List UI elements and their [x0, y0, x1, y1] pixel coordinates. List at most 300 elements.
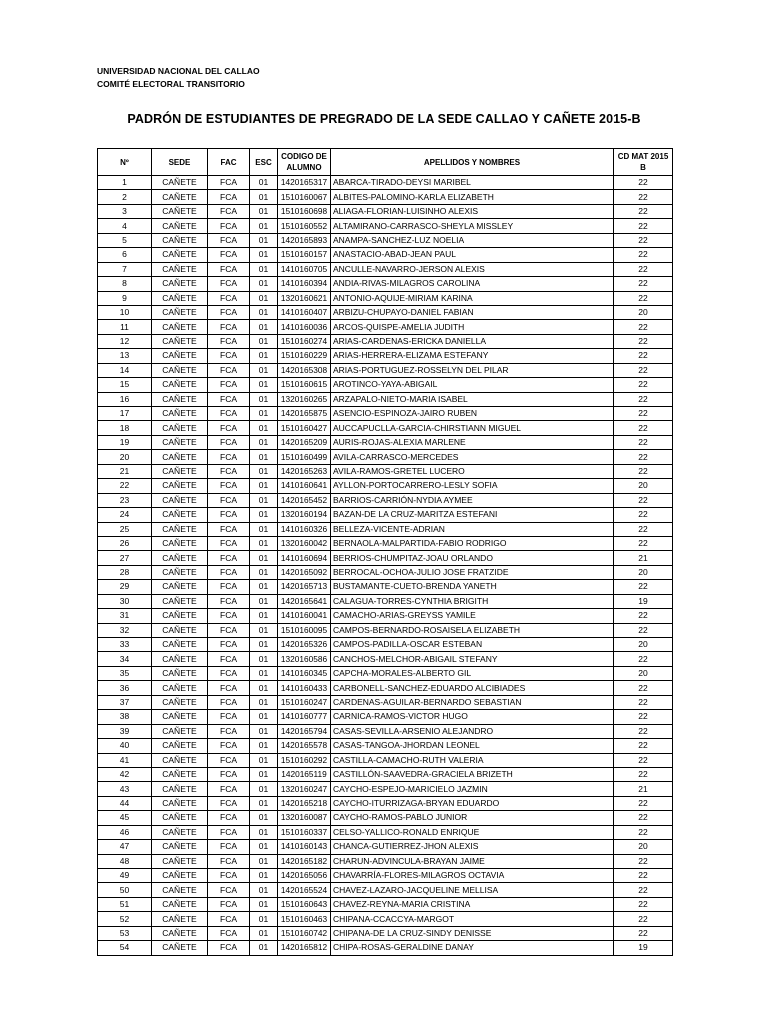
- cell-sede: CAÑETE: [152, 724, 208, 738]
- cell-esc: 01: [250, 176, 278, 190]
- table-row: [98, 233, 673, 247]
- table-row: [98, 493, 673, 507]
- cell-codigo: 1410160345: [278, 666, 331, 680]
- table-row: [98, 912, 673, 926]
- cell-fac: FCA: [208, 320, 250, 334]
- cell-esc: 01: [250, 941, 278, 955]
- cell-codigo: 1320160087: [278, 811, 331, 825]
- cell-cdmat: 22: [614, 435, 673, 449]
- cell-codigo: 1410160705: [278, 262, 331, 276]
- cell-number: 32: [98, 623, 152, 637]
- cell-cdmat: 22: [614, 897, 673, 911]
- cell-cdmat: 22: [614, 825, 673, 839]
- cell-number: 9: [98, 291, 152, 305]
- cell-cdmat: 22: [614, 854, 673, 868]
- col-header-esc: ESC: [250, 149, 278, 176]
- cell-esc: 01: [250, 565, 278, 579]
- cell-number: 43: [98, 782, 152, 796]
- cell-esc: 01: [250, 233, 278, 247]
- cell-esc: 01: [250, 190, 278, 204]
- cell-number: 20: [98, 450, 152, 464]
- cell-number: 31: [98, 609, 152, 623]
- cell-sede: CAÑETE: [152, 291, 208, 305]
- cell-nombres: CAYCHO-ESPEJO-MARICIELO JAZMIN: [331, 782, 614, 796]
- cell-cdmat: 20: [614, 305, 673, 319]
- cell-number: 25: [98, 522, 152, 536]
- cell-cdmat: 20: [614, 479, 673, 493]
- cell-nombres: CASTILLÓN-SAAVEDRA-GRACIELA BRIZETH: [331, 767, 614, 781]
- cell-sede: CAÑETE: [152, 349, 208, 363]
- cell-cdmat: 22: [614, 811, 673, 825]
- cell-codigo: 1420165056: [278, 869, 331, 883]
- cell-nombres: ANASTACIO-ABAD-JEAN PAUL: [331, 248, 614, 262]
- cell-esc: 01: [250, 739, 278, 753]
- cell-number: 38: [98, 710, 152, 724]
- cell-esc: 01: [250, 479, 278, 493]
- table-row: [98, 565, 673, 579]
- cell-sede: CAÑETE: [152, 926, 208, 940]
- cell-fac: FCA: [208, 811, 250, 825]
- cell-codigo: 1510160698: [278, 204, 331, 218]
- cell-nombres: CASAS-SEVILLA-ARSENIO ALEJANDRO: [331, 724, 614, 738]
- cell-number: 8: [98, 277, 152, 291]
- cell-codigo: 1410160036: [278, 320, 331, 334]
- table-row: [98, 219, 673, 233]
- table-row: [98, 248, 673, 262]
- cell-nombres: BAZAN-DE LA CRUZ-MARITZA ESTEFANI: [331, 508, 614, 522]
- table-row: [98, 204, 673, 218]
- cell-cdmat: 22: [614, 190, 673, 204]
- cell-sede: CAÑETE: [152, 565, 208, 579]
- cell-codigo: 1410160394: [278, 277, 331, 291]
- cell-number: 36: [98, 681, 152, 695]
- cell-fac: FCA: [208, 565, 250, 579]
- cell-fac: FCA: [208, 710, 250, 724]
- cell-nombres: CHARUN-ADVINCULA-BRAYAN JAIME: [331, 854, 614, 868]
- cell-nombres: BERRIOS-CHUMPITAZ-JOAU ORLANDO: [331, 551, 614, 565]
- cell-codigo: 1510160247: [278, 695, 331, 709]
- cell-sede: CAÑETE: [152, 594, 208, 608]
- cell-esc: 01: [250, 666, 278, 680]
- table-row: [98, 811, 673, 825]
- cell-sede: CAÑETE: [152, 666, 208, 680]
- cell-cdmat: 22: [614, 392, 673, 406]
- cell-codigo: 1320160194: [278, 508, 331, 522]
- cell-nombres: BUSTAMANTE-CUETO-BRENDA YANETH: [331, 580, 614, 594]
- cell-sede: CAÑETE: [152, 176, 208, 190]
- cell-fac: FCA: [208, 536, 250, 550]
- table-row: [98, 305, 673, 319]
- cell-codigo: 1420165794: [278, 724, 331, 738]
- table-row: [98, 407, 673, 421]
- cell-sede: CAÑETE: [152, 811, 208, 825]
- table-row: [98, 926, 673, 940]
- cell-codigo: 1420165209: [278, 435, 331, 449]
- cell-fac: FCA: [208, 479, 250, 493]
- cell-sede: CAÑETE: [152, 767, 208, 781]
- cell-cdmat: 22: [614, 349, 673, 363]
- cell-number: 49: [98, 869, 152, 883]
- cell-esc: 01: [250, 464, 278, 478]
- table-row: [98, 464, 673, 478]
- cell-fac: FCA: [208, 233, 250, 247]
- cell-number: 39: [98, 724, 152, 738]
- cell-sede: CAÑETE: [152, 796, 208, 810]
- cell-number: 53: [98, 926, 152, 940]
- cell-fac: FCA: [208, 421, 250, 435]
- cell-cdmat: 20: [614, 666, 673, 680]
- cell-sede: CAÑETE: [152, 378, 208, 392]
- cell-nombres: CHIPA-ROSAS-GERALDINE DANAY: [331, 941, 614, 955]
- cell-number: 47: [98, 840, 152, 854]
- cell-number: 52: [98, 912, 152, 926]
- cell-codigo: 1510160157: [278, 248, 331, 262]
- cell-fac: FCA: [208, 349, 250, 363]
- cell-codigo: 1420165218: [278, 796, 331, 810]
- cell-number: 14: [98, 363, 152, 377]
- cell-codigo: 1420165119: [278, 767, 331, 781]
- cell-cdmat: 22: [614, 724, 673, 738]
- cell-fac: FCA: [208, 623, 250, 637]
- table-row: [98, 666, 673, 680]
- cell-cdmat: 22: [614, 363, 673, 377]
- cell-esc: 01: [250, 710, 278, 724]
- cell-sede: CAÑETE: [152, 363, 208, 377]
- cell-esc: 01: [250, 248, 278, 262]
- cell-sede: CAÑETE: [152, 609, 208, 623]
- cell-codigo: 1510160463: [278, 912, 331, 926]
- cell-cdmat: 22: [614, 926, 673, 940]
- cell-codigo: 1320160042: [278, 536, 331, 550]
- cell-esc: 01: [250, 363, 278, 377]
- cell-nombres: ALIAGA-FLORIAN-LUISINHO ALEXIS: [331, 204, 614, 218]
- cell-nombres: ANTONIO-AQUIJE-MIRIAM KARINA: [331, 291, 614, 305]
- table-row: [98, 551, 673, 565]
- table-row: [98, 262, 673, 276]
- cell-codigo: 1510160742: [278, 926, 331, 940]
- cell-number: 28: [98, 565, 152, 579]
- cell-nombres: ARZAPALO-NIETO-MARIA ISABEL: [331, 392, 614, 406]
- cell-nombres: CAPCHA-MORALES-ALBERTO GIL: [331, 666, 614, 680]
- cell-cdmat: 20: [614, 638, 673, 652]
- table-row: [98, 435, 673, 449]
- cell-esc: 01: [250, 320, 278, 334]
- cell-sede: CAÑETE: [152, 464, 208, 478]
- cell-nombres: BARRIOS-CARRIÓN-NYDIA AYMEE: [331, 493, 614, 507]
- cell-number: 2: [98, 190, 152, 204]
- cell-fac: FCA: [208, 551, 250, 565]
- table-row: [98, 638, 673, 652]
- cell-nombres: AVILA-RAMOS-GRETEL LUCERO: [331, 464, 614, 478]
- cell-sede: CAÑETE: [152, 204, 208, 218]
- table-row: [98, 782, 673, 796]
- cell-codigo: 1420165182: [278, 854, 331, 868]
- cell-number: 29: [98, 580, 152, 594]
- col-header-fac: FAC: [208, 149, 250, 176]
- cell-fac: FCA: [208, 638, 250, 652]
- cell-fac: FCA: [208, 739, 250, 753]
- table-row: [98, 176, 673, 190]
- cell-number: 11: [98, 320, 152, 334]
- cell-number: 16: [98, 392, 152, 406]
- cell-esc: 01: [250, 493, 278, 507]
- cell-codigo: 1410160433: [278, 681, 331, 695]
- cell-cdmat: 22: [614, 623, 673, 637]
- cell-sede: CAÑETE: [152, 421, 208, 435]
- cell-cdmat: 22: [614, 883, 673, 897]
- cell-fac: FCA: [208, 522, 250, 536]
- table-row: [98, 277, 673, 291]
- table-row: [98, 840, 673, 854]
- cell-codigo: 1510160615: [278, 378, 331, 392]
- cell-nombres: CHIPANA-DE LA CRUZ-SINDY DENISSE: [331, 926, 614, 940]
- table-row: [98, 941, 673, 955]
- cell-fac: FCA: [208, 580, 250, 594]
- cell-codigo: 1510160274: [278, 334, 331, 348]
- cell-cdmat: 22: [614, 522, 673, 536]
- table-row: [98, 897, 673, 911]
- cell-esc: 01: [250, 334, 278, 348]
- cell-number: 23: [98, 493, 152, 507]
- cell-esc: 01: [250, 869, 278, 883]
- cell-fac: FCA: [208, 176, 250, 190]
- cell-esc: 01: [250, 897, 278, 911]
- cell-sede: CAÑETE: [152, 450, 208, 464]
- cell-codigo: 1410160143: [278, 840, 331, 854]
- cell-fac: FCA: [208, 724, 250, 738]
- cell-number: 13: [98, 349, 152, 363]
- cell-codigo: 1420165092: [278, 565, 331, 579]
- cell-codigo: 1510160067: [278, 190, 331, 204]
- cell-number: 34: [98, 652, 152, 666]
- cell-sede: CAÑETE: [152, 941, 208, 955]
- cell-codigo: 1420165326: [278, 638, 331, 652]
- table-row: [98, 825, 673, 839]
- cell-fac: FCA: [208, 652, 250, 666]
- cell-nombres: ARCOS-QUISPE-AMELIA JUDITH: [331, 320, 614, 334]
- cell-number: 1: [98, 176, 152, 190]
- cell-fac: FCA: [208, 334, 250, 348]
- cell-cdmat: 22: [614, 378, 673, 392]
- table-row: [98, 767, 673, 781]
- cell-fac: FCA: [208, 941, 250, 955]
- cell-esc: 01: [250, 277, 278, 291]
- table-row: [98, 854, 673, 868]
- cell-nombres: CHANCA-GUTIERREZ-JHON ALEXIS: [331, 840, 614, 854]
- cell-nombres: AURIS-ROJAS-ALEXIA MARLENE: [331, 435, 614, 449]
- cell-esc: 01: [250, 695, 278, 709]
- cell-fac: FCA: [208, 666, 250, 680]
- table-row: [98, 869, 673, 883]
- document-title: PADRÓN DE ESTUDIANTES DE PREGRADO DE LA SEDE CALLAO Y CAÑETE 2015-B: [127, 112, 641, 126]
- cell-codigo: 1510160292: [278, 753, 331, 767]
- cell-codigo: 1420165641: [278, 594, 331, 608]
- cell-fac: FCA: [208, 392, 250, 406]
- cell-nombres: CANCHOS-MELCHOR-ABIGAIL STEFANY: [331, 652, 614, 666]
- table-row: [98, 652, 673, 666]
- cell-nombres: BELLEZA-VICENTE-ADRIAN: [331, 522, 614, 536]
- cell-nombres: CASAS-TANGOA-JHORDAN LEONEL: [331, 739, 614, 753]
- cell-fac: FCA: [208, 897, 250, 911]
- col-header-nombres: APELLIDOS Y NOMBRES: [331, 149, 614, 176]
- table-row: [98, 392, 673, 406]
- cell-sede: CAÑETE: [152, 493, 208, 507]
- table-row: [98, 349, 673, 363]
- cell-cdmat: 22: [614, 753, 673, 767]
- cell-cdmat: 22: [614, 652, 673, 666]
- cell-esc: 01: [250, 522, 278, 536]
- table-row: [98, 320, 673, 334]
- table-row: [98, 378, 673, 392]
- cell-sede: CAÑETE: [152, 248, 208, 262]
- cell-cdmat: 22: [614, 493, 673, 507]
- cell-esc: 01: [250, 435, 278, 449]
- cell-cdmat: 22: [614, 710, 673, 724]
- cell-codigo: 1320160265: [278, 392, 331, 406]
- cell-fac: FCA: [208, 609, 250, 623]
- cell-sede: CAÑETE: [152, 334, 208, 348]
- cell-fac: FCA: [208, 869, 250, 883]
- cell-sede: CAÑETE: [152, 623, 208, 637]
- cell-number: 27: [98, 551, 152, 565]
- cell-esc: 01: [250, 407, 278, 421]
- cell-sede: CAÑETE: [152, 190, 208, 204]
- cell-cdmat: 22: [614, 291, 673, 305]
- cell-sede: CAÑETE: [152, 219, 208, 233]
- cell-codigo: 1510160229: [278, 349, 331, 363]
- cell-sede: CAÑETE: [152, 753, 208, 767]
- cell-fac: FCA: [208, 508, 250, 522]
- cell-cdmat: 22: [614, 869, 673, 883]
- cell-fac: FCA: [208, 681, 250, 695]
- cell-cdmat: 22: [614, 233, 673, 247]
- cell-fac: FCA: [208, 407, 250, 421]
- cell-esc: 01: [250, 854, 278, 868]
- cell-esc: 01: [250, 421, 278, 435]
- cell-codigo: 1420165893: [278, 233, 331, 247]
- table-row: [98, 724, 673, 738]
- cell-fac: FCA: [208, 854, 250, 868]
- cell-nombres: ARIAS-PORTUGUEZ-ROSSELYN DEL PILAR: [331, 363, 614, 377]
- cell-codigo: 1410160694: [278, 551, 331, 565]
- cell-esc: 01: [250, 536, 278, 550]
- cell-esc: 01: [250, 652, 278, 666]
- cell-nombres: AROTINCO-YAYA-ABIGAIL: [331, 378, 614, 392]
- cell-cdmat: 22: [614, 681, 673, 695]
- cell-codigo: 1510160095: [278, 623, 331, 637]
- cell-number: 37: [98, 695, 152, 709]
- cell-cdmat: 22: [614, 277, 673, 291]
- cell-nombres: CAYCHO-ITURRIZAGA-BRYAN EDUARDO: [331, 796, 614, 810]
- cell-cdmat: 22: [614, 450, 673, 464]
- cell-esc: 01: [250, 580, 278, 594]
- cell-sede: CAÑETE: [152, 897, 208, 911]
- cell-esc: 01: [250, 262, 278, 276]
- cell-codigo: 1510160499: [278, 450, 331, 464]
- cell-sede: CAÑETE: [152, 695, 208, 709]
- cell-sede: CAÑETE: [152, 407, 208, 421]
- cell-nombres: ANCULLE-NAVARRO-JERSON ALEXIS: [331, 262, 614, 276]
- cell-nombres: ARIAS-HERRERA-ELIZAMA ESTEFANY: [331, 349, 614, 363]
- cell-number: 5: [98, 233, 152, 247]
- cell-fac: FCA: [208, 926, 250, 940]
- cell-sede: CAÑETE: [152, 277, 208, 291]
- cell-nombres: CHIPANA-CCACCYA-MARGOT: [331, 912, 614, 926]
- table-row: [98, 508, 673, 522]
- cell-sede: CAÑETE: [152, 710, 208, 724]
- cell-number: 41: [98, 753, 152, 767]
- cell-cdmat: 22: [614, 536, 673, 550]
- cell-nombres: CARBONELL-SANCHEZ-EDUARDO ALCIBIADES: [331, 681, 614, 695]
- cell-number: 30: [98, 594, 152, 608]
- cell-nombres: CHAVEZ-REYNA-MARIA CRISTINA: [331, 897, 614, 911]
- cell-esc: 01: [250, 883, 278, 897]
- cell-codigo: 1510160427: [278, 421, 331, 435]
- cell-esc: 01: [250, 378, 278, 392]
- cell-nombres: CELSO-YALLICO-RONALD ENRIQUE: [331, 825, 614, 839]
- col-header-sede: SEDE: [152, 149, 208, 176]
- table-row: [98, 594, 673, 608]
- cell-sede: CAÑETE: [152, 782, 208, 796]
- cell-esc: 01: [250, 638, 278, 652]
- cell-fac: FCA: [208, 262, 250, 276]
- table-row: [98, 479, 673, 493]
- cell-codigo: 1320160247: [278, 782, 331, 796]
- cell-fac: FCA: [208, 219, 250, 233]
- cell-cdmat: 22: [614, 204, 673, 218]
- cell-esc: 01: [250, 623, 278, 637]
- cell-number: 33: [98, 638, 152, 652]
- cell-cdmat: 22: [614, 334, 673, 348]
- cell-fac: FCA: [208, 782, 250, 796]
- cell-cdmat: 22: [614, 176, 673, 190]
- cell-number: 15: [98, 378, 152, 392]
- cell-nombres: ANDIA-RIVAS-MILAGROS CAROLINA: [331, 277, 614, 291]
- cell-number: 35: [98, 666, 152, 680]
- cell-cdmat: 22: [614, 248, 673, 262]
- cell-esc: 01: [250, 767, 278, 781]
- cell-esc: 01: [250, 349, 278, 363]
- cell-codigo: 1420165875: [278, 407, 331, 421]
- table-row: [98, 291, 673, 305]
- student-roll-table: [97, 148, 673, 956]
- cell-codigo: 1420165452: [278, 493, 331, 507]
- table-row: [98, 695, 673, 709]
- cell-fac: FCA: [208, 840, 250, 854]
- cell-cdmat: 22: [614, 508, 673, 522]
- cell-fac: FCA: [208, 363, 250, 377]
- cell-fac: FCA: [208, 912, 250, 926]
- cell-sede: CAÑETE: [152, 508, 208, 522]
- cell-number: 21: [98, 464, 152, 478]
- cell-sede: CAÑETE: [152, 262, 208, 276]
- cell-sede: CAÑETE: [152, 536, 208, 550]
- cell-nombres: AVILA-CARRASCO-MERCEDES: [331, 450, 614, 464]
- cell-codigo: 1420165317: [278, 176, 331, 190]
- cell-sede: CAÑETE: [152, 883, 208, 897]
- cell-fac: FCA: [208, 277, 250, 291]
- cell-esc: 01: [250, 291, 278, 305]
- cell-cdmat: 22: [614, 739, 673, 753]
- cell-fac: FCA: [208, 435, 250, 449]
- cell-esc: 01: [250, 926, 278, 940]
- cell-codigo: 1410160641: [278, 479, 331, 493]
- cell-nombres: ABARCA-TIRADO-DEYSI MARIBEL: [331, 176, 614, 190]
- cell-nombres: AYLLON-PORTOCARRERO-LESLY SOFIA: [331, 479, 614, 493]
- col-header-cdmat: CD MAT 2015 B: [614, 149, 673, 176]
- cell-nombres: CARNICA-RAMOS-VICTOR HUGO: [331, 710, 614, 724]
- cell-number: 6: [98, 248, 152, 262]
